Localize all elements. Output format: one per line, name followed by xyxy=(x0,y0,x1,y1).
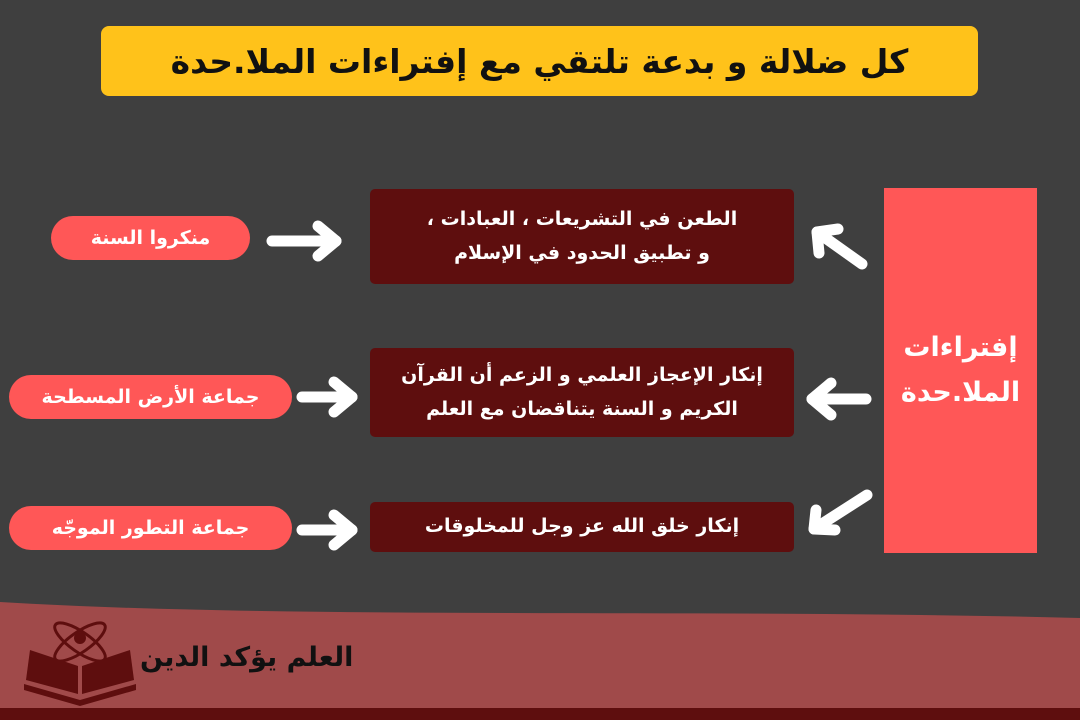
arrow-icon xyxy=(814,495,867,530)
claim-3-line-1: إنكار خلق الله عز وجل للمخلوقات xyxy=(424,515,740,538)
group-pill-2: جماعة الأرض المسطحة xyxy=(9,375,292,419)
arrow-icon xyxy=(812,383,866,415)
claim-2-line-2: الكريم و السنة يتناقضان مع العلم xyxy=(426,397,738,420)
arrow-icon xyxy=(302,382,352,412)
main-box-line-2: الملا.حدة xyxy=(900,376,1021,408)
footer-tagline: العلم يؤكد الدين xyxy=(140,642,354,673)
main-box-line-1: إفتراءات xyxy=(903,331,1018,363)
claim-1-line-1: الطعن في التشريعات ، العبادات ، xyxy=(426,208,738,231)
arrow-icon xyxy=(272,226,336,256)
claim-1-line-2: و تطبيق الحدود في الإسلام xyxy=(454,241,710,264)
arrow-icon xyxy=(817,229,862,264)
claim-2-line-1: إنكار الإعجاز العلمي و الزعم أن القرآن xyxy=(401,364,763,387)
group-pill-3: جماعة التطور الموجّه xyxy=(9,506,292,550)
page-title: كل ضلالة و بدعة تلتقي مع إفتراءات الملا.حدة xyxy=(101,26,978,96)
arrow-icon xyxy=(302,515,352,545)
group-pill-1: منكروا السنة xyxy=(51,216,250,260)
